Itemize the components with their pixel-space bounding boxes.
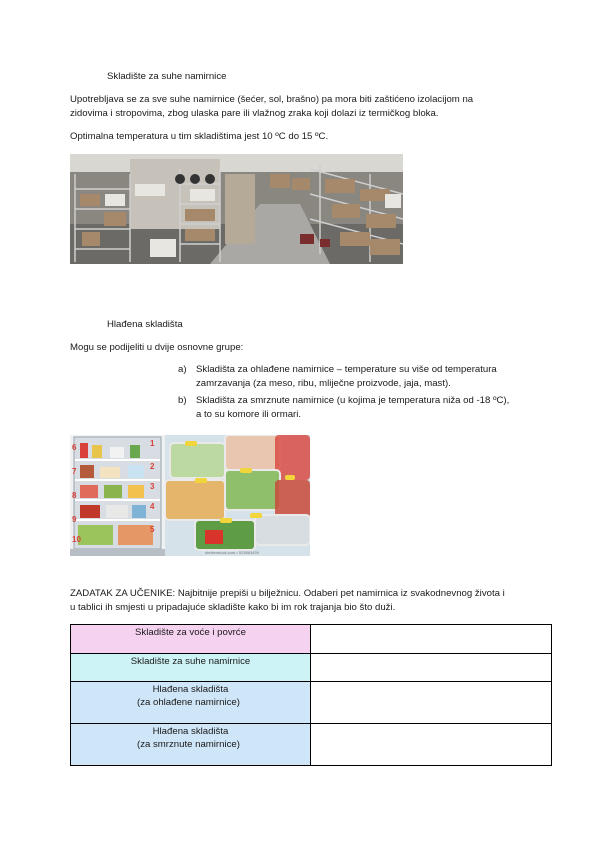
paragraph-line: Upotrebljava se za sve suhe namirnice (šećer, sol, brašno) pa mora biti zaštićeno izolacijom na — [70, 94, 474, 105]
list-marker: a) — [178, 364, 187, 375]
table-label-line: (za smrznute namirnice) — [137, 739, 240, 750]
fridge-label-1: 1 — [150, 439, 155, 448]
task-instruction-line: ZADATAK ZA UČENIKE: Najbitnije prepiši u bilježnicu. Odaberi pet namirnica iz svakodnevnog života i — [70, 588, 505, 599]
section-heading-dry-storage: Skladište za suhe namirnice — [107, 71, 227, 82]
list-marker: b) — [178, 395, 187, 406]
paragraph-line: zidovima i stropovima, zbog ulaska pare ili vlažnog zraka koji dolazi iz termičkog bloka. — [70, 108, 439, 119]
table-label-line: Hlađena skladišta — [152, 684, 229, 695]
table-row — [71, 625, 552, 654]
table-label-cell: Skladište za suhe namirnice — [71, 654, 311, 682]
table-answer-cell[interactable] — [311, 682, 552, 724]
list-item-line: Skladišta za smrznute namirnice (u kojima je temperatura niža od -18 ºC), — [196, 395, 510, 406]
frozen-food-containers-photo — [165, 435, 310, 556]
fridge-label-6: 6 — [72, 443, 77, 452]
fridge-label-8: 8 — [72, 491, 77, 500]
storage-assignment-table — [70, 624, 552, 766]
paragraph-groups-intro: Mogu se podijeliti u dvije osnovne grupe: — [70, 342, 244, 353]
paragraph-temperature: Optimalna temperatura u tim skladištima jest 10 ºC do 15 ºC. — [70, 131, 329, 142]
table-row — [71, 682, 552, 724]
table-answer-cell[interactable] — [311, 625, 552, 654]
fridge-label-5: 5 — [150, 525, 155, 534]
table-row — [71, 654, 552, 682]
fridge-label-3: 3 — [150, 482, 155, 491]
stock-watermark: shutterstock.com • 523863439 — [205, 550, 259, 555]
dry-storage-photo — [70, 154, 403, 264]
table-label-line: Hlađena skladišta — [152, 726, 229, 737]
fridge-label-7: 7 — [72, 467, 77, 476]
fridge-label-2: 2 — [150, 462, 155, 471]
table-answer-cell[interactable] — [311, 724, 552, 766]
list-item-line: a to su komore ili ormari. — [196, 409, 302, 420]
table-label-cell — [71, 724, 311, 766]
table-label-cell: Skladište za voće i povrće — [71, 625, 311, 654]
table-row — [71, 724, 552, 766]
table-label-cell — [71, 682, 311, 724]
table-answer-cell[interactable] — [311, 654, 552, 682]
list-item-line: zamrzavanja (za meso, ribu, mliječne proizvode, jaja, mast). — [196, 378, 451, 389]
list-item-line: Skladišta za ohlađene namirnice – temperature su više od temperatura — [196, 364, 497, 375]
table-label-line: (za ohlađene namirnice) — [137, 697, 240, 708]
fridge-label-9: 9 — [72, 515, 77, 524]
fridge-label-4: 4 — [150, 502, 155, 511]
task-instruction-line: u tablici ih smjesti u pripadajuće skladište kako bi im rok trajanja bio što duži. — [70, 602, 396, 613]
fridge-label-10: 10 — [72, 535, 81, 544]
section-heading-cold-storage: Hlađena skladišta — [107, 319, 183, 330]
fridge-photo — [70, 435, 165, 556]
